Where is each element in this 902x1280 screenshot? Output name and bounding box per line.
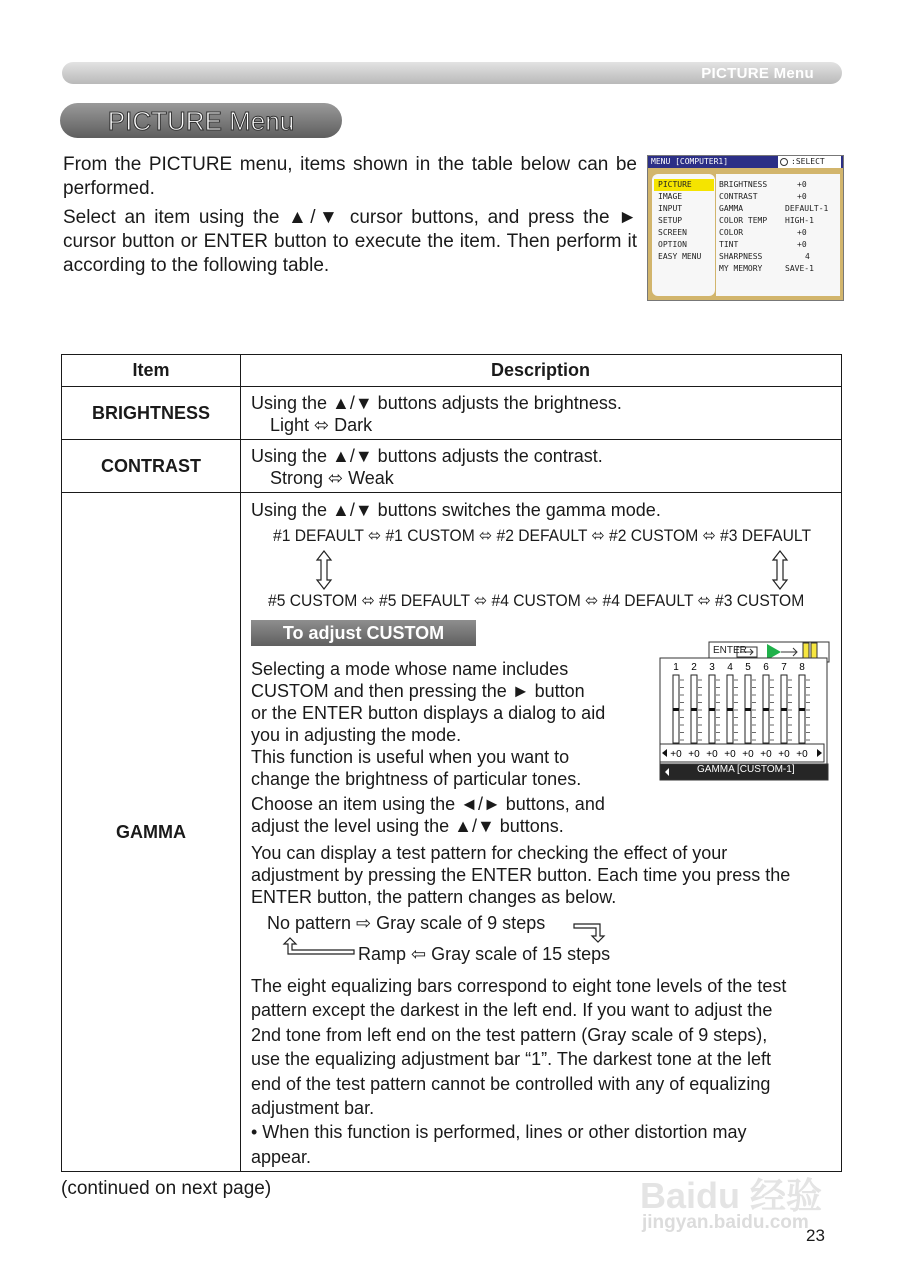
watermark-url: jingyan.baidu.com [642, 1212, 809, 1233]
osd-setting-value: HIGH-1 [785, 216, 814, 225]
turn-down-arrow-icon [572, 918, 608, 944]
gamma-description: Using the ▲/▼ buttons switches the gamma mode. [251, 500, 661, 520]
text-line: 2nd tone from left end on the test pattern (Gray scale of 9 steps), [251, 1024, 768, 1045]
text-line: or the ENTER button displays a dialog to aid [251, 703, 606, 723]
osd-settings-list [716, 174, 840, 296]
intro-paragraph-1: From the PICTURE menu, items shown in the table below can be performed. [63, 154, 637, 199]
table-row-divider [61, 492, 841, 493]
text-line: pattern except the darkest in the left end. If you want to adjust the [251, 1000, 773, 1021]
osd-setting-name: SHARPNESS [719, 252, 763, 261]
gamma-cycle-bottom: #5 CUSTOM ⬄ #5 DEFAULT ⬄ #4 CUSTOM ⬄ #4 DEFAULT ⬄ #3 CUSTOM [268, 591, 805, 610]
bar-level-knob [727, 708, 733, 711]
osd-menu-item: PICTURE [654, 179, 714, 191]
osd-setting-name: BRIGHTNESS [719, 180, 768, 189]
osd-setting-name: COLOR [719, 228, 744, 237]
osd-setting-value: +0 [797, 192, 807, 201]
continued-note: (continued on next page) [61, 1178, 272, 1199]
text-line: end of the test pattern cannot be controlled with any of equalizing [251, 1073, 771, 1094]
bar-value-label: +0 [670, 749, 682, 760]
bar-value-label: +0 [706, 749, 718, 760]
bar-level-knob [745, 708, 751, 711]
bar-value-label: +0 [760, 749, 772, 760]
bar-number-label: 5 [745, 662, 751, 673]
osd-setting-name: CONTRAST [719, 192, 758, 201]
bar-number-label: 4 [727, 662, 733, 673]
osd-setting-name: COLOR TEMP [719, 216, 768, 225]
text-line: adjustment by pressing the ENTER button. Each time you press the [251, 865, 791, 885]
bar-number-label: 8 [799, 662, 805, 673]
bar-value-label: +0 [688, 749, 700, 760]
text-line: You can display a test pattern for checking the effect of your [251, 843, 728, 863]
osd-setting-row [719, 203, 839, 215]
custom-paragraph-2 [251, 793, 605, 837]
osd-select-label: :SELECT [791, 157, 825, 166]
osd-menu-item: EASY MENU [658, 252, 702, 261]
bar-value-label: +0 [742, 749, 754, 760]
osd-setting-row [719, 215, 839, 227]
contrast-description: Using the ▲/▼ buttons adjusts the contrast. [251, 446, 603, 466]
bar-value-label: +0 [796, 749, 808, 760]
osd-setting-name: MY MEMORY [719, 264, 763, 273]
section-title-pill [60, 103, 342, 138]
column-header-item: Item [132, 360, 170, 380]
text-line: ENTER button, the pattern changes as below. [251, 887, 617, 907]
text-line: you in adjusting the mode. [251, 725, 462, 745]
osd-setting-value: +0 [797, 180, 807, 189]
custom-subheading-bar [251, 620, 476, 646]
text-line: appear. [251, 1146, 312, 1167]
intro-paragraph-2: Select an item using the ▲/▼ cursor buttons, and press the ► cursor button or ENTER button to execute the item. Then perform it according to the following table. [63, 207, 637, 276]
text-line: adjust the level using the ▲/▼ buttons. [251, 816, 564, 836]
text-line: adjustment bar. [251, 1098, 375, 1119]
osd-menu-item: OPTION [658, 240, 687, 249]
pattern-cycle-top: No pattern ⇨ Gray scale of 9 steps [267, 913, 546, 933]
dialog-title: GAMMA [CUSTOM-1] [697, 764, 795, 775]
table-row-divider [61, 386, 841, 387]
osd-setting-row [719, 191, 839, 203]
bar-level-knob [691, 708, 697, 711]
osd-menu-item: INPUT [658, 204, 683, 213]
osd-menu-list [652, 174, 715, 296]
bar-value-label: +0 [724, 749, 736, 760]
osd-setting-row [719, 179, 839, 191]
double-arrow-icon [314, 549, 334, 591]
brightness-range: Light ⬄ Dark [270, 415, 373, 435]
bar-level-knob [709, 708, 715, 711]
text-line: CUSTOM and then pressing the ► button [251, 681, 585, 701]
table-row-divider [61, 439, 841, 440]
osd-header-title: MENU [COMPUTER1] [651, 157, 729, 166]
custom-paragraph-3 [251, 842, 790, 908]
pattern-cycle-bottom: Ramp ⇦ Gray scale of 15 steps [358, 944, 611, 964]
text-line: • When this function is performed, lines or other distortion may [251, 1122, 747, 1143]
osd-setting-row [719, 227, 839, 239]
page-number: 23 [806, 1226, 825, 1245]
watermark-brand: Baidu 经验 [640, 1175, 823, 1216]
text-line: The eight equalizing bars correspond to eight tone levels of the test [251, 976, 787, 996]
osd-setting-value: SAVE-1 [785, 264, 814, 273]
osd-setting-value: DEFAULT-1 [785, 204, 829, 213]
bar-level-knob [673, 708, 679, 711]
custom-paragraph-4 [251, 974, 786, 1169]
osd-menu-item: SCREEN [658, 228, 687, 237]
custom-subheading: To adjust CUSTOM [282, 623, 445, 643]
double-arrow-icon [770, 549, 790, 591]
row-name-brightness: BRIGHTNESS [91, 403, 210, 423]
text-line: This function is useful when you want to [251, 747, 570, 767]
gamma-cycle-top: #1 DEFAULT ⬄ #1 CUSTOM ⬄ #2 DEFAULT ⬄ #2 CUSTOM ⬄ #3 DEFAULT [273, 526, 812, 545]
bar-level-knob [799, 708, 805, 711]
bar-value-label: +0 [778, 749, 790, 760]
osd-setting-row [719, 263, 839, 275]
bar-number-label: 1 [673, 662, 679, 673]
bar-number-label: 2 [691, 662, 697, 673]
osd-header [648, 156, 843, 168]
bar-level-knob [781, 708, 787, 711]
osd-setting-value: +0 [797, 240, 807, 249]
text-line: use the equalizing adjustment bar “1”. The darkest tone at the left [251, 1049, 771, 1070]
header-bar [62, 62, 842, 84]
turn-up-arrow-icon [282, 936, 356, 960]
osd-header-select [778, 156, 841, 168]
osd-setting-value: +0 [797, 228, 807, 237]
osd-setting-name: TINT [719, 240, 739, 249]
row-name-gamma: GAMMA [116, 822, 186, 842]
osd-menu-item: IMAGE [658, 192, 683, 201]
table-column-divider [240, 354, 241, 1171]
contrast-range: Strong ⬄ Weak [270, 468, 394, 488]
osd-menu-screenshot [647, 155, 844, 301]
header-section-label: PICTURE Menu [701, 65, 814, 82]
osd-setting-row [719, 239, 839, 251]
text-line: Selecting a mode whose name includes [251, 659, 569, 679]
osd-menu-item: SETUP [658, 216, 683, 225]
brightness-description: Using the ▲/▼ buttons adjusts the brightness. [251, 393, 622, 413]
page-title: PICTURE Menu [107, 106, 295, 136]
osd-setting-row [719, 251, 839, 263]
bar-number-label: 6 [763, 662, 769, 673]
row-name-contrast: CONTRAST [101, 456, 201, 476]
custom-paragraph-1 [251, 658, 605, 790]
bar-number-label: 7 [781, 662, 787, 673]
select-icon [780, 158, 788, 166]
bar-level-knob [763, 708, 769, 711]
column-header-description: Description [490, 360, 591, 380]
bar-number-label: 3 [709, 662, 715, 673]
osd-setting-name: GAMMA [719, 204, 744, 213]
text-line: Choose an item using the ◄/► buttons, and [251, 794, 605, 814]
osd-setting-value: 4 [805, 252, 810, 261]
gamma-custom-dialog [657, 640, 832, 788]
text-line: change the brightness of particular tones. [251, 769, 582, 789]
enter-label: ENTER [713, 645, 747, 656]
